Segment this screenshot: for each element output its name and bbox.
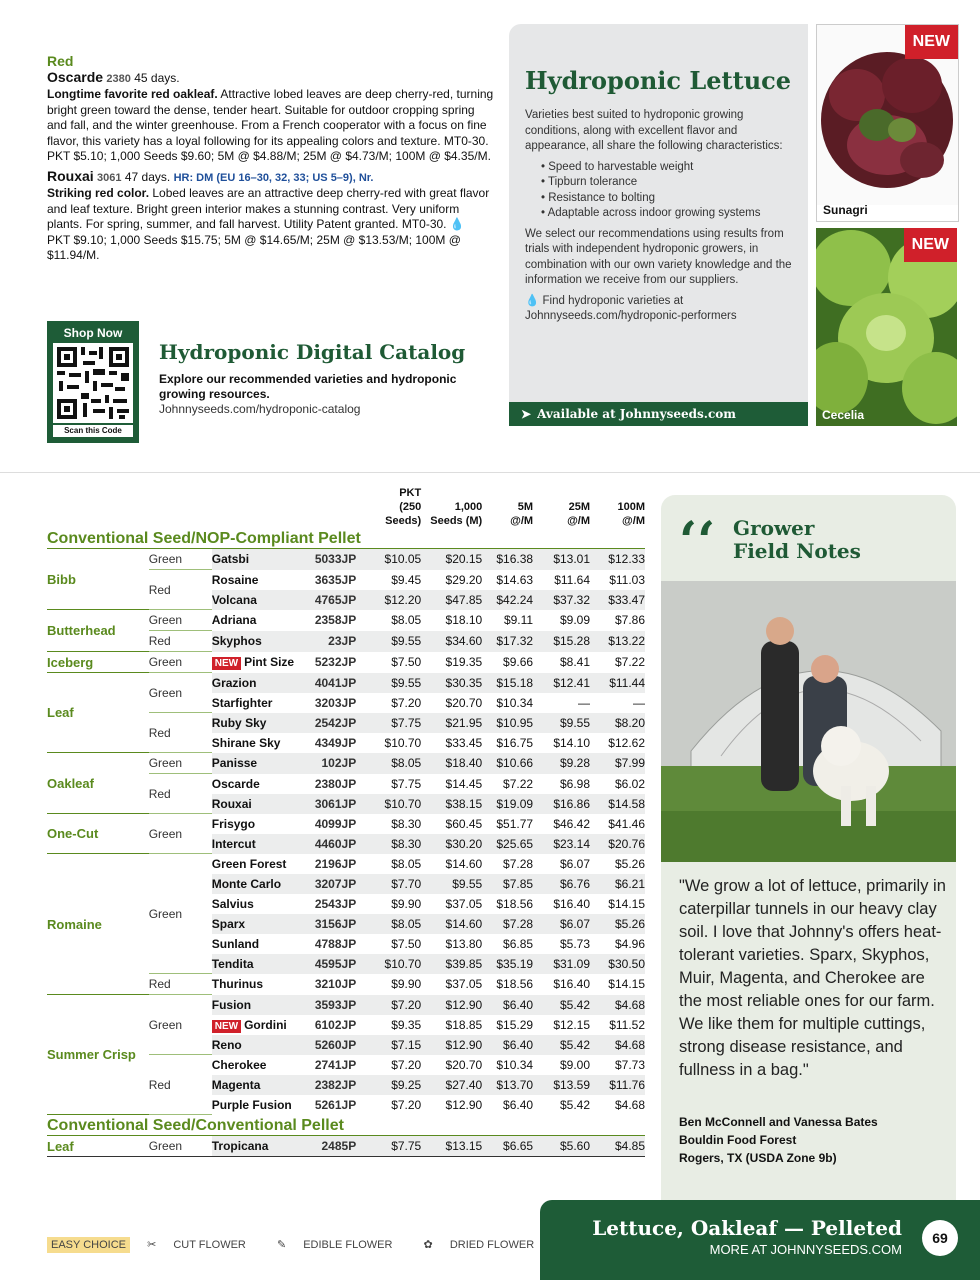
- price-cell: $9.90: [391, 977, 422, 991]
- price-cell: $37.05: [445, 896, 483, 911]
- header-100m: 100M @/M: [617, 501, 645, 527]
- price-cell: $13.01: [533, 549, 590, 570]
- price-cell: $41.46: [608, 816, 645, 831]
- price-cell: $14.60: [421, 914, 482, 934]
- price-cell: $18.56: [496, 896, 534, 911]
- price-cell: $8.05: [360, 753, 421, 774]
- price-cell: $16.75: [496, 735, 534, 750]
- variety-name: Sunland: [211, 936, 260, 951]
- price-cell: $10.70: [360, 954, 421, 974]
- price-cell: $10.95: [482, 713, 533, 733]
- table-row: [47, 753, 645, 774]
- page-number: 69: [922, 1220, 958, 1256]
- price-cell: $6.40: [482, 1035, 533, 1055]
- color-label: Red: [149, 713, 212, 753]
- header-pkt: PKT (250 Seeds): [385, 487, 422, 527]
- price-cell: $14.60: [445, 856, 483, 871]
- price-cell: $10.66: [482, 753, 533, 774]
- price-cell: $14.10: [553, 735, 591, 750]
- price-cell: $8.05: [391, 856, 422, 871]
- price-cell: $7.50: [391, 655, 422, 669]
- price-cell: $10.70: [360, 794, 421, 814]
- variety-name: Magenta: [212, 1075, 310, 1095]
- price-cell: $11.76: [590, 1075, 645, 1095]
- hydroponic-title: Hydroponic Lettuce: [525, 66, 792, 95]
- group-label: Iceberg: [47, 652, 149, 673]
- price-cell: $8.41: [559, 655, 591, 669]
- price-cell: $13.80: [445, 936, 483, 951]
- variety-name: Fusion: [212, 995, 310, 1015]
- legend-easy-choice: EASY CHOICE: [47, 1237, 130, 1253]
- price-cell: —: [578, 695, 591, 710]
- price-cell: $25.65: [482, 834, 533, 854]
- price-cell: $6.07: [533, 914, 590, 934]
- group-label: Romaine: [47, 854, 149, 995]
- price-cell: $37.32: [533, 590, 590, 610]
- price-cell: $7.20: [360, 995, 421, 1015]
- price-cell: $6.76: [533, 874, 590, 894]
- price-cell: $11.52: [609, 1017, 645, 1032]
- price-cell: $12.90: [445, 1097, 483, 1112]
- variety-name: Salvius: [211, 896, 254, 911]
- variety-name: Purple Fusion: [211, 1097, 292, 1112]
- price-cell: $9.90: [391, 896, 422, 911]
- product-code: 5260JP: [309, 1035, 360, 1055]
- photo-label: Cecelia: [822, 408, 865, 422]
- color-label: Red: [149, 1055, 212, 1115]
- drop-icon: 💧: [449, 217, 465, 231]
- price-cell: $15.18: [482, 673, 533, 693]
- group-label: Leaf: [47, 1136, 149, 1157]
- variety-name: Monte Carlo: [212, 874, 310, 894]
- available-bar[interactable]: ➤ Available at Johnnyseeds.com: [509, 402, 808, 426]
- footer-title: Lettuce, Oakleaf — Pelleted: [592, 1216, 902, 1240]
- product-code: 4349JP: [314, 735, 357, 750]
- price-cell: $7.28: [503, 856, 534, 871]
- price-cell: $9.66: [503, 655, 534, 669]
- price-cell: $12.90: [421, 995, 482, 1015]
- list-item: • Speed to harvestable weight: [541, 160, 795, 176]
- table-row: [47, 814, 645, 834]
- product-code: 5261JP: [314, 1097, 357, 1112]
- product-code: 2358JP: [314, 613, 357, 627]
- shop-now-label: Shop Now: [63, 326, 123, 340]
- group-label: Leaf: [47, 673, 149, 753]
- variety-name: Shirane Sky: [211, 735, 281, 750]
- price-cell: $9.45: [391, 572, 422, 587]
- category-heading: Red: [47, 53, 74, 69]
- product-code: 102JP: [309, 753, 360, 774]
- price-cell: $9.28: [533, 753, 590, 774]
- digital-catalog-promo: [159, 340, 499, 416]
- price-cell: $8.30: [391, 816, 422, 831]
- price-cell: $7.22: [503, 776, 534, 791]
- table-row: [47, 1136, 645, 1157]
- price-cell: $6.40: [503, 1097, 534, 1112]
- variety-name: Sparx: [212, 914, 310, 934]
- price-cell: $5.26: [590, 914, 645, 934]
- price-cell: $8.05: [391, 613, 422, 627]
- price-cell: $10.34: [496, 1057, 534, 1072]
- qr-code-box[interactable]: [47, 321, 139, 443]
- price-cell: $15.29: [496, 1017, 534, 1032]
- variety-name: Grazion: [212, 673, 310, 693]
- price-cell: $18.10: [445, 613, 483, 627]
- price-cell: $17.32: [482, 631, 533, 652]
- new-badge: NEW: [212, 657, 241, 670]
- product-code: 4765JP: [309, 590, 360, 610]
- table-row: [47, 995, 645, 1015]
- variety-rouxai: Rouxai 3061 47 days. HR: DM (EU 16–30, 32, 33; US 5–9), Nr. Striking red color. Lobed leaves are an attractive deep cherry-red with great flavor and leaf texture. Bright green interior makes a stunning contrast. Very uniform plants. For spring, summer, and fall harvest. Utility Patent granted. MT0-30. 💧 PKT $9.10; 1,000 Seeds $15.75; 5M @ $14.65/M; 25M @ $13.53/M; 100M @ $11.94/M.: [47, 167, 490, 262]
- price-cell: $7.70: [360, 874, 421, 894]
- price-cell: $13.59: [533, 1075, 590, 1095]
- product-code: 2382JP: [309, 1075, 360, 1095]
- hydroponic-body: Varieties best suited to hydroponic growing conditions, along with excellent flavor and appearance, all share the following characteristics: • Speed to harvestable weight • Tipburn tolerance • Resistance to bolting • Adaptable across indoor growing systems We select our recommendations using results from trials with independent hydroponic growers, in combination with our own variety knowledge and the information we receive from our suppliers. 💧 Find hydroponic varieties at Johnnyseeds.com/hydroponic-performers: [525, 108, 795, 330]
- group-label: Oakleaf: [47, 753, 149, 814]
- variety-name: Skyphos: [212, 631, 310, 652]
- price-cell: $4.68: [614, 1097, 645, 1112]
- price-cell: $7.20: [391, 695, 422, 710]
- quote-icon: ‘‘: [679, 511, 716, 572]
- price-cell: $7.73: [614, 1057, 645, 1072]
- price-cell: $18.40: [421, 753, 482, 774]
- product-code: 3593JP: [309, 995, 360, 1015]
- table-row: [47, 673, 645, 693]
- product-code: 3635JP: [314, 572, 357, 587]
- price-cell: $5.60: [533, 1136, 590, 1157]
- color-label: Green: [149, 753, 212, 774]
- legend-edible-flower: ✎ EDIBLE FLOWER: [276, 1239, 393, 1251]
- product-code: 6102JP: [314, 1017, 357, 1032]
- table-row: [47, 610, 645, 631]
- price-cell: $6.07: [559, 856, 591, 871]
- variety-name: Panisse: [212, 753, 310, 774]
- price-cell: $9.55: [533, 713, 590, 733]
- price-cell: $20.76: [590, 834, 645, 854]
- price-cell: $7.75: [391, 776, 422, 791]
- price-cell: $9.25: [360, 1075, 421, 1095]
- product-code: 23JP: [309, 631, 360, 652]
- qr-code[interactable]: [53, 343, 133, 423]
- price-cell: $5.73: [559, 936, 591, 951]
- price-cell: $11.03: [609, 572, 645, 587]
- price-cell: $38.15: [421, 794, 482, 814]
- price-cell: $11.44: [590, 673, 645, 693]
- price-cell: $4.68: [590, 1035, 645, 1055]
- scissors-icon: ✂: [147, 1239, 157, 1251]
- grower-field-notes: [661, 495, 956, 1200]
- price-cell: $7.15: [360, 1035, 421, 1055]
- price-cell: $12.90: [421, 1035, 482, 1055]
- price-cell: $10.05: [360, 549, 421, 570]
- price-cell: $6.65: [482, 1136, 533, 1157]
- price-cell: $14.15: [608, 896, 645, 911]
- price-cell: $47.85: [421, 590, 482, 610]
- flower-icon: ✿: [423, 1239, 433, 1251]
- price-cell: $9.55: [360, 631, 421, 652]
- product-code: 3203JP: [314, 695, 357, 710]
- photo-label: Sunagri: [823, 203, 868, 217]
- price-cell: $7.20: [391, 1057, 422, 1072]
- price-cell: $14.45: [445, 776, 483, 791]
- price-cell: $20.70: [445, 1057, 483, 1072]
- color-label: Green: [149, 549, 212, 570]
- photo-sunagri: [816, 24, 959, 222]
- variety-name: Frisygo: [211, 816, 256, 831]
- variety-name: Green Forest: [211, 856, 287, 871]
- price-cell: $5.42: [533, 1035, 590, 1055]
- price-cell: $15.28: [533, 631, 590, 652]
- price-cell: $6.21: [590, 874, 645, 894]
- product-code: 2196JP: [314, 856, 357, 871]
- price-cell: $7.86: [614, 613, 645, 627]
- price-cell: $9.35: [391, 1017, 422, 1032]
- price-cell: $42.24: [482, 590, 533, 610]
- product-code: 5033JP: [309, 549, 360, 570]
- footer-link[interactable]: MORE AT JOHNNYSEEDS.COM: [709, 1242, 902, 1257]
- section-heading: Conventional Seed/Conventional Pellet: [47, 1115, 645, 1136]
- variety-name: Cherokee: [211, 1057, 267, 1072]
- table-row: [47, 549, 645, 570]
- color-label: Red: [149, 570, 212, 610]
- price-cell: $9.09: [559, 613, 591, 627]
- variety-name: Tropicana: [212, 1136, 310, 1157]
- price-cell: $4.68: [590, 995, 645, 1015]
- price-cell: $6.02: [614, 776, 645, 791]
- price-cell: $7.99: [590, 753, 645, 774]
- price-cell: $7.22: [614, 655, 645, 669]
- price-cell: $8.20: [590, 713, 645, 733]
- drop-icon: 💧: [525, 294, 540, 307]
- variety-name: Rouxai: [212, 794, 310, 814]
- product-code: 4460JP: [309, 834, 360, 854]
- product-code: 3061JP: [309, 794, 360, 814]
- product-code: 4788JP: [314, 936, 357, 951]
- new-badge: NEW: [904, 228, 957, 262]
- price-cell: $18.56: [496, 977, 534, 991]
- product-code: 2485P: [309, 1136, 360, 1157]
- price-cell: $27.40: [421, 1075, 482, 1095]
- price-cell: $13.22: [590, 631, 645, 652]
- product-code: 2542JP: [309, 713, 360, 733]
- variety-name: NEW Gordini: [212, 1015, 310, 1035]
- price-cell: $4.96: [614, 936, 645, 951]
- color-label: Green: [149, 995, 212, 1055]
- price-cell: $9.11: [503, 613, 534, 627]
- divider: [0, 472, 980, 473]
- price-cell: $9.00: [559, 1057, 591, 1072]
- price-cell: $7.75: [360, 713, 421, 733]
- color-label: Green: [149, 1136, 212, 1157]
- price-cell: $51.77: [496, 816, 534, 831]
- variety-name: NEW Pint Size: [212, 652, 310, 673]
- price-cell: $5.42: [533, 995, 590, 1015]
- price-cell: $7.75: [360, 1136, 421, 1157]
- variety-name: Rosaine: [211, 572, 259, 587]
- price-cell: $30.50: [590, 954, 645, 974]
- price-cell: $18.85: [445, 1017, 483, 1032]
- price-cell: $5.42: [559, 1097, 591, 1112]
- product-code: 3210JP: [314, 977, 357, 991]
- price-cell: $6.40: [482, 995, 533, 1015]
- price-cell: $10.34: [496, 695, 534, 710]
- variety-name: Volcana: [212, 590, 310, 610]
- price-cell: $30.20: [421, 834, 482, 854]
- color-label: Green: [149, 673, 212, 713]
- variety-name: Adriana: [211, 613, 257, 627]
- price-cell: —: [633, 695, 645, 710]
- price-cell: $14.58: [590, 794, 645, 814]
- price-cell: $60.45: [445, 816, 483, 831]
- variety-name: Tendita: [212, 954, 310, 974]
- digital-catalog-title: Hydroponic Digital Catalog: [159, 340, 466, 364]
- product-code: 4099JP: [314, 816, 357, 831]
- hydroponic-bullets: [525, 160, 795, 222]
- price-cell: $35.19: [482, 954, 533, 974]
- legend-cut-flower: ✂ CUT FLOWER: [147, 1239, 246, 1251]
- price-cell: $12.62: [608, 735, 645, 750]
- new-badge: NEW: [905, 25, 958, 59]
- price-cell: $7.20: [391, 1097, 422, 1112]
- price-cell: $21.95: [421, 713, 482, 733]
- price-cell: $8.05: [360, 914, 421, 934]
- product-code: 2741JP: [314, 1057, 357, 1072]
- price-cell: $8.30: [360, 834, 421, 854]
- price-cell: $12.20: [360, 590, 421, 610]
- group-label: Butterhead: [47, 610, 149, 652]
- group-label: Summer Crisp: [47, 995, 149, 1115]
- variety-descriptions: [47, 54, 497, 264]
- variety-name: Oscarde: [211, 776, 260, 791]
- header-5m: 5M @/M: [510, 501, 534, 527]
- price-cell: $7.85: [482, 874, 533, 894]
- table-row: [47, 854, 645, 874]
- grower-photo: [661, 581, 956, 862]
- product-code: 4595JP: [309, 954, 360, 974]
- variety-name: Thurinus: [211, 977, 264, 991]
- price-cell: $29.20: [445, 572, 483, 587]
- price-cell: $12.15: [553, 1017, 591, 1032]
- price-cell: $12.41: [533, 673, 590, 693]
- color-label: Red: [149, 774, 212, 814]
- color-label: Green: [149, 610, 212, 631]
- color-label: Red: [149, 631, 212, 652]
- grower-quote: "We grow a lot of lettuce, primarily in caterpillar tunnels in our heavy clay soil. I love that Johnny's offers heat-tolerant varieties. Sparx, Skyphos, Muir, Magenta, and Cherokee are the most reliable ones for our farm. We like them for multiple cuttings, strong disease resistance, and fullness in a bag.": [679, 877, 946, 1079]
- grower-title: Grower Field Notes: [733, 516, 861, 563]
- price-cell: $16.40: [553, 977, 591, 991]
- color-label: Green: [149, 814, 212, 854]
- price-cell: $16.86: [533, 794, 590, 814]
- icon-legend: [47, 1238, 562, 1251]
- variety-name: Starfighter: [211, 695, 273, 710]
- hydroponic-lettuce-box: [509, 24, 808, 426]
- price-cell: $7.50: [391, 936, 422, 951]
- digital-catalog-desc: Explore our recommended varieties and hydroponic growing resources.: [159, 372, 457, 401]
- product-code: 5232JP: [314, 655, 357, 669]
- product-code: 2380JP: [314, 776, 357, 791]
- price-cell: $34.60: [421, 631, 482, 652]
- price-cell: $10.70: [384, 735, 422, 750]
- product-code: 3207JP: [309, 874, 360, 894]
- price-table: [47, 486, 645, 1157]
- price-cell: $20.70: [445, 695, 483, 710]
- section-heading: Conventional Seed/NOP-Compliant Pellet: [47, 528, 645, 549]
- price-cell: $14.15: [608, 977, 645, 991]
- price-cell: $16.38: [482, 549, 533, 570]
- list-item: • Tipburn tolerance: [541, 175, 795, 191]
- legend-dried-flower: ✿ DRIED FLOWER: [423, 1239, 535, 1251]
- variety-name: Intercut: [212, 834, 310, 854]
- table-row: [47, 652, 645, 673]
- price-cell: $5.26: [614, 856, 645, 871]
- price-cell: $33.47: [590, 590, 645, 610]
- price-cell: $14.63: [496, 572, 534, 587]
- price-cell: $46.42: [553, 816, 591, 831]
- cursor-icon: ➤: [521, 407, 532, 421]
- photo-cecelia: [816, 228, 957, 426]
- variety-oscarde: Oscarde 2380 45 days. Longtime favorite red oakleaf. Attractive lobed leaves are deep cherry-red, turning bright green toward the dense, tender heart. Suitable for outdoor cropping spring and fall, and the winter greenhouse. From a French cooperator with a focus on fine flavor, this variety has a loyal following for its appealing colors and texture. MT0-30. PKT $5.10; 1,000 Seeds $9.60; 5M @ $4.88/M; 25M @ $4.73/M; 100M @ $4.35/M.: [47, 68, 494, 163]
- header-1000: 1,000 Seeds (M): [430, 501, 483, 527]
- digital-catalog-link[interactable]: Johnnyseeds.com/hydroponic-catalog: [159, 402, 361, 416]
- price-cell: $20.15: [421, 549, 482, 570]
- price-cell: $13.15: [421, 1136, 482, 1157]
- price-cell: $31.09: [533, 954, 590, 974]
- price-cell: $37.05: [445, 977, 483, 991]
- price-cell: $19.35: [445, 655, 483, 669]
- color-label: Green: [149, 854, 212, 974]
- price-cell: $33.45: [445, 735, 483, 750]
- variety-name: Ruby Sky: [212, 713, 310, 733]
- header-25m: 25M @/M: [567, 501, 591, 527]
- variety-name: Gatsbi: [212, 549, 310, 570]
- product-code: 4041JP: [309, 673, 360, 693]
- product-code: 2543JP: [314, 896, 357, 911]
- price-cell: $6.98: [559, 776, 591, 791]
- edible-icon: ✎: [276, 1239, 287, 1251]
- price-cell: $11.64: [554, 572, 591, 587]
- list-item: • Adaptable across indoor growing systems: [541, 206, 795, 222]
- price-cell: $16.40: [553, 896, 591, 911]
- product-code: 3156JP: [309, 914, 360, 934]
- scan-code-label: Scan this Code: [53, 425, 133, 437]
- price-cell: $6.85: [503, 936, 534, 951]
- price-cell: $7.28: [482, 914, 533, 934]
- list-item: • Resistance to bolting: [541, 191, 795, 207]
- color-label: Red: [149, 974, 212, 995]
- price-cell: $39.85: [421, 954, 482, 974]
- page-footer: [540, 1200, 980, 1280]
- new-badge: NEW: [212, 1020, 241, 1033]
- price-cell: $19.09: [482, 794, 533, 814]
- price-cell: $4.85: [590, 1136, 645, 1157]
- price-cell: $30.35: [421, 673, 482, 693]
- group-label: One-Cut: [47, 814, 149, 854]
- table-header: [47, 486, 645, 528]
- color-label: Green: [149, 652, 212, 673]
- variety-name: Reno: [212, 1035, 310, 1055]
- price-cell: $9.55: [421, 874, 482, 894]
- price-cell: $9.55: [360, 673, 421, 693]
- grower-attribution: Ben McConnell and Vanessa Bates Bouldin Food Forest Rogers, TX (USDA Zone 9b): [679, 1115, 878, 1165]
- price-cell: $12.33: [590, 549, 645, 570]
- price-cell: $13.70: [482, 1075, 533, 1095]
- group-label: Bibb: [47, 549, 149, 610]
- price-cell: $23.14: [533, 834, 590, 854]
